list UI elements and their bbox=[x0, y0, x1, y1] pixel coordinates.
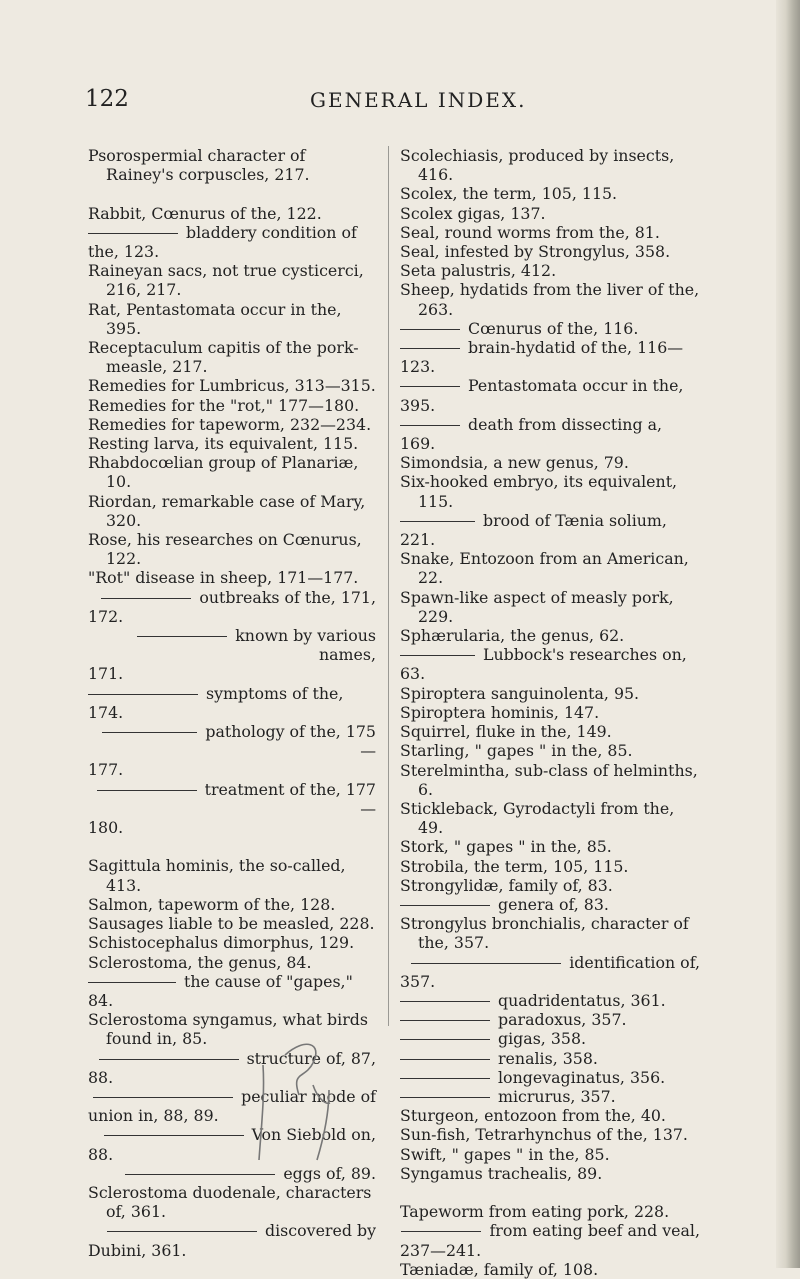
index-entry: "Rot" disease in sheep, 171—177. bbox=[88, 568, 359, 588]
index-subentry-text: Von Siebold on, bbox=[251, 1125, 376, 1145]
page-header-title: GENERAL INDEX. bbox=[310, 88, 527, 112]
index-subentry-text: renalis, 358. bbox=[498, 1048, 598, 1068]
index-entry: Salmon, tapeworm of the, 128. bbox=[88, 894, 336, 914]
index-subentry-text: eggs of, 89. bbox=[283, 1163, 376, 1183]
index-entry: Sausages liable to be measled, 228. bbox=[88, 914, 375, 934]
index-entry: Scolechiasis, produced by insects, 416. bbox=[400, 146, 675, 185]
index-entry: Remedies for Lumbricus, 313—315. bbox=[88, 376, 376, 396]
index-entry: Seal, infested by Strongylus, 358. bbox=[400, 242, 671, 262]
index-entry: Resting larva, its equivalent, 115. bbox=[88, 434, 359, 454]
index-subentry-text: pathology of the, 175— bbox=[205, 722, 376, 761]
index-subentry-text: known by various names, bbox=[235, 626, 376, 665]
column-divider bbox=[388, 146, 389, 1026]
index-subentry-text: Pentastomata occur in the, 395. bbox=[400, 376, 684, 415]
index-subentry-text: brood of Tænia solium, 221. bbox=[400, 510, 667, 550]
index-subentry bbox=[88, 223, 376, 261]
index-entry: Stickleback, Gyrodactyli from the, 49. bbox=[400, 798, 675, 838]
index-entry: Strongylus bronchialis, character of the, 357. bbox=[400, 914, 689, 953]
index-subentry-text: genera of, 83. bbox=[498, 894, 609, 914]
index-entry: Snake, Entozoon from an American, 22. bbox=[400, 549, 689, 588]
index-entry: Spiroptera sanguinolenta, 95. bbox=[400, 683, 640, 703]
index-subentry-text: the cause of "gapes," 84. bbox=[88, 971, 353, 1010]
index-subentry-text: death from dissecting a, 169. bbox=[400, 414, 663, 454]
index-continuation: union in, 88, 89. bbox=[88, 1106, 219, 1126]
index-subentry-text: identification of, bbox=[569, 952, 700, 972]
index-subentry bbox=[400, 953, 700, 972]
index-entry: Rhabdocœlian group of Planariæ, 10. bbox=[88, 453, 359, 492]
index-continuation: Dubini, 361. bbox=[88, 1240, 187, 1260]
index-entry: Raineyan sacs, not true cysticerci, 216, 217. bbox=[88, 261, 364, 300]
index-subentry-text: bladdery condition of the, 123. bbox=[88, 222, 357, 261]
index-continuation: 180. bbox=[88, 818, 124, 838]
index-continuation: 171. bbox=[88, 664, 124, 684]
index-entry: Starling, " gapes " in the, 85. bbox=[400, 741, 633, 761]
index-entry: Sturgeon, entozoon from the, 40. bbox=[400, 1106, 666, 1126]
index-subentry bbox=[88, 1164, 376, 1183]
index-entry: Simondsia, a new genus, 79. bbox=[400, 453, 629, 473]
index-subentry bbox=[400, 376, 700, 414]
index-continuation: 88. bbox=[88, 1067, 114, 1087]
index-entry: Sclerostoma, the genus, 84. bbox=[88, 952, 312, 972]
index-subentry-text: paradoxus, 357. bbox=[498, 1010, 627, 1030]
index-entry: Sun-fish, Tetrarhynchus of the, 137. bbox=[400, 1125, 688, 1145]
index-entry: Psorospermial character of Rainey's corpuscles, 217. bbox=[88, 146, 310, 185]
page-number: 122 bbox=[85, 86, 129, 112]
index-subentry-text: Cœnurus of the, 116. bbox=[468, 318, 639, 338]
index-subentry-text: Lubbock's researches on, 63. bbox=[400, 645, 687, 684]
index-subentry-text: discovered by bbox=[265, 1221, 376, 1241]
spacer bbox=[88, 837, 376, 856]
page-edge-shadow bbox=[776, 0, 800, 1268]
index-entry: Rose, his researches on Cœnurus, 122. bbox=[88, 530, 362, 569]
index-entry: Remedies for tapeworm, 232—234. bbox=[88, 414, 372, 434]
index-entry: Strongylidæ, family of, 83. bbox=[400, 875, 613, 895]
index-entry: Sclerostoma duodenale, characters of, 361. bbox=[88, 1182, 372, 1222]
index-subentry-text: brain-hydatid of the, 116—123. bbox=[400, 338, 684, 377]
index-continuation: 177. bbox=[88, 760, 124, 780]
index-subentry bbox=[400, 415, 700, 453]
spacer bbox=[400, 1183, 700, 1202]
index-subentry-text: peculiar mode of bbox=[241, 1086, 376, 1106]
index-subentry bbox=[400, 511, 700, 549]
index-entry: Seal, round worms from the, 81. bbox=[400, 222, 660, 242]
index-subentry bbox=[400, 319, 700, 338]
index-entry: Tæniadæ, family of, 108. bbox=[400, 1259, 599, 1279]
index-subentry bbox=[400, 991, 700, 1010]
index-subentry-text: quadridentatus, 361. bbox=[498, 990, 666, 1010]
index-entry: Spiroptera hominis, 147. bbox=[400, 702, 600, 722]
index-continuation: 357. bbox=[400, 971, 436, 991]
index-entry: Sterelmintha, sub-class of helminths, 6. bbox=[400, 760, 698, 799]
index-subentry bbox=[88, 722, 376, 760]
index-entry: Squirrel, fluke in the, 149. bbox=[400, 722, 612, 742]
index-subentry bbox=[88, 972, 376, 1010]
index-entry: Stork, " gapes " in the, 85. bbox=[400, 837, 612, 857]
index-entry: Sheep, hydatids from the liver of the, 263. bbox=[400, 280, 700, 319]
index-subentry-text: symptoms of the, 174. bbox=[88, 683, 344, 722]
spacer bbox=[88, 184, 376, 203]
index-subentry bbox=[88, 780, 376, 818]
index-subentry-text: outbreaks of the, 171, bbox=[199, 587, 376, 607]
index-entry: Schistocephalus dimorphus, 129. bbox=[88, 933, 355, 953]
index-entry: Riordan, remarkable case of Mary, 320. bbox=[88, 491, 366, 530]
index-subentry bbox=[400, 1087, 700, 1106]
index-entry: Sphærularia, the genus, 62. bbox=[400, 626, 625, 646]
index-entry: Swift, " gapes " in the, 85. bbox=[400, 1144, 610, 1164]
index-continuation: 88. bbox=[88, 1144, 114, 1164]
index-subentry-text: longevaginatus, 356. bbox=[498, 1067, 666, 1087]
index-subentry-text: micrurus, 357. bbox=[498, 1086, 616, 1106]
index-subentry-text: from eating beef and veal, bbox=[489, 1221, 700, 1241]
index-entry: Remedies for the "rot," 177—180. bbox=[88, 395, 360, 415]
index-subentry bbox=[400, 1068, 700, 1087]
index-entry: Scolex, the term, 105, 115. bbox=[400, 184, 618, 204]
index-entry: Six-hooked embryo, its equivalent, 115. bbox=[400, 472, 678, 511]
index-subentry-text: structure of, 87, bbox=[246, 1048, 376, 1068]
index-subentry bbox=[400, 895, 700, 914]
index-subentry bbox=[88, 626, 376, 664]
index-subentry bbox=[88, 684, 376, 722]
index-subentry-text: gigas, 358. bbox=[498, 1029, 587, 1049]
index-subentry bbox=[400, 1010, 700, 1029]
index-subentry bbox=[88, 588, 376, 607]
index-subentry bbox=[400, 1221, 700, 1240]
index-entry: Syngamus trachealis, 89. bbox=[400, 1163, 603, 1183]
index-entry: Seta palustris, 412. bbox=[400, 261, 557, 281]
index-subentry bbox=[88, 1221, 376, 1240]
index-continuation: 172. bbox=[88, 606, 124, 626]
index-subentry bbox=[400, 338, 700, 376]
index-entry: Spawn-like aspect of measly pork, 229. bbox=[400, 587, 674, 626]
index-continuation: 237—241. bbox=[400, 1240, 482, 1260]
index-subentry bbox=[400, 1049, 700, 1068]
index-subentry bbox=[400, 645, 700, 683]
index-entry: Scolex gigas, 137. bbox=[400, 203, 546, 223]
index-entry: Sagittula hominis, the so-called, 413. bbox=[88, 856, 346, 895]
index-entry: Sclerostoma syngamus, what birds found in, 85. bbox=[88, 1010, 368, 1049]
index-entry: Tapeworm from eating pork, 228. bbox=[400, 1202, 670, 1222]
handwritten-mark bbox=[255, 1035, 345, 1165]
index-subentry bbox=[400, 1029, 700, 1048]
index-subentry-text: treatment of the, 177— bbox=[204, 779, 376, 818]
index-entry: Rabbit, Cœnurus of the, 122. bbox=[88, 203, 322, 223]
index-entry: Receptaculum capitis of the pork-measle, 217. bbox=[88, 338, 359, 377]
index-entry: Strobila, the term, 105, 115. bbox=[400, 856, 629, 876]
index-entry: Rat, Pentastomata occur in the, 395. bbox=[88, 299, 342, 338]
index-column-right bbox=[400, 146, 700, 1279]
